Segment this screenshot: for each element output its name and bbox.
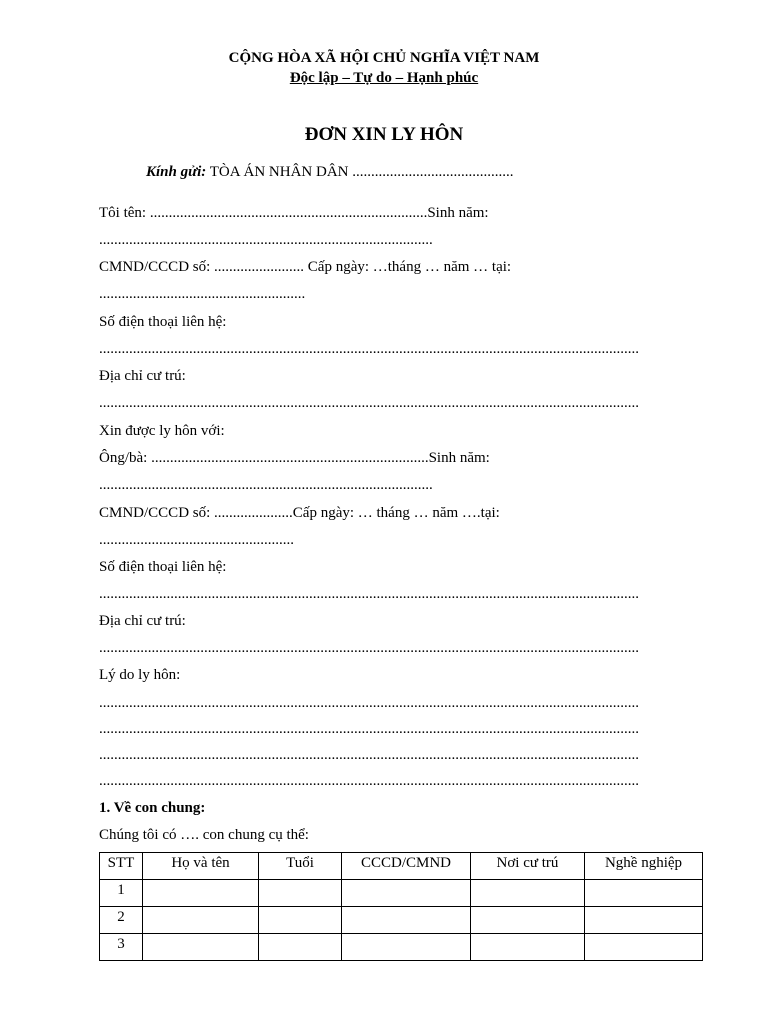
table-cell [342,880,471,907]
table-cell: 1 [100,880,143,907]
reason-line: ................................................................................................................................................ [99,695,639,711]
respondent-intro: Xin được ly hôn với: [99,423,225,439]
table-row [100,934,703,961]
petitioner-address-label: Địa chỉ cư trú: [99,368,186,384]
respondent-address-dots: ................................................................................................................................................ [99,640,639,656]
column-header: Nghề nghiệp [585,853,703,880]
table-cell [585,907,703,934]
nation-heading: CỘNG HÒA XÃ HỘI CHỦ NGHĨA VIỆT NAM [228,50,540,66]
table-cell [471,880,585,907]
motto [0,69,768,87]
petitioner-phone-label: Số điện thoại liên hệ: [99,314,227,330]
recipient-line [146,163,514,181]
table-cell [585,934,703,961]
table-cell [342,934,471,961]
reason-line: ................................................................................................................................................ [99,747,639,763]
table-cell [143,880,259,907]
reason-line: ................................................................................................................................................ [99,721,639,737]
recipient-label: Kính gửi: [146,164,207,180]
children-intro: Chúng tôi có …. con chung cụ thể: [99,827,309,843]
children-heading: 1. Về con chung: [99,800,206,816]
respondent-phone-dots: ................................................................................................................................................ [99,586,639,602]
respondent-id-dots: .................................................... [99,532,294,548]
column-header: STT [100,853,143,880]
column-header: Tuổi [259,853,342,880]
motto-text: Độc lập – Tự do – Hạnh phúc [289,70,479,86]
table-header-row [100,853,703,880]
petitioner-phone-dots: ................................................................................................................................................ [99,341,639,357]
column-header: Họ và tên [143,853,259,880]
table-cell: 3 [100,934,143,961]
document-title: ĐƠN XIN LY HÔN [304,124,464,145]
respondent-name-line: Ông/bà: ..........................................................................Sinh năm: [99,450,490,466]
children-table [99,852,703,961]
table-cell: 2 [100,907,143,934]
table-cell [259,934,342,961]
reason-label: Lý do ly hôn: [99,667,181,683]
respondent-phone-label: Số điện thoại liên hệ: [99,559,227,575]
petitioner-id-dots: ....................................................... [99,286,306,302]
table-row [100,880,703,907]
table-cell [143,907,259,934]
table-cell [471,934,585,961]
table-cell [259,907,342,934]
petitioner-id-line: CMND/CCCD số: ........................ Cấp ngày: …tháng … năm … tại: [99,259,512,275]
respondent-name-dots: ......................................................................................... [99,477,433,493]
table-cell [585,880,703,907]
column-header: CCCD/CMND [342,853,471,880]
petitioner-name-dots: ......................................................................................... [99,232,433,248]
recipient-value: TÒA ÁN NHÂN DÂN ........................................... [209,164,514,180]
table-row [100,907,703,934]
table-cell [342,907,471,934]
reason-line: ................................................................................................................................................ [99,773,639,789]
respondent-address-label: Địa chỉ cư trú: [99,613,186,629]
table-cell [259,880,342,907]
column-header: Nơi cư trú [471,853,585,880]
table-cell [143,934,259,961]
petitioner-name-line: Tôi tên: ..........................................................................Sinh năm: [99,205,489,221]
table-cell [471,907,585,934]
petitioner-address-dots: ................................................................................................................................................ [99,395,639,411]
respondent-id-line: CMND/CCCD số: .....................Cấp ngày: … tháng … năm ….tại: [99,505,500,521]
